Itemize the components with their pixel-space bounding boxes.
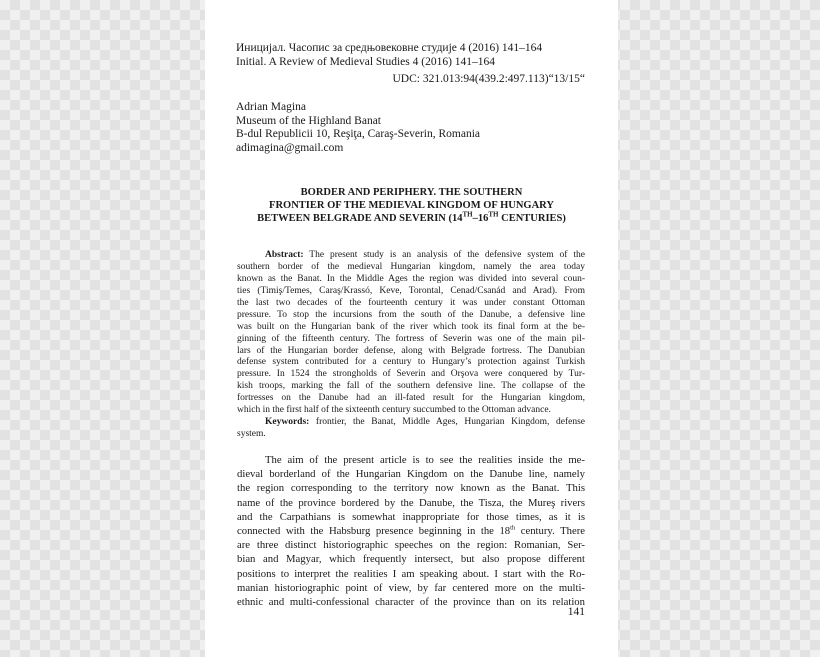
udc-classification: UDC: 321.013:94(439.2:497.113)“13/15“ [392,73,585,85]
body-line: bian and Magyar, which frequently intersect, but also propose different [237,553,585,566]
body-line: manian historiographic point of view, by far centered more on the multi- [237,581,585,594]
body-line: positions to interpret the realities I am speaking about. I start with the Ro- [237,567,585,580]
journal-title-serbian: Иницијал. Часопис за средњовековне студије 4 (2016) 141–164 [236,42,543,54]
body-line: and the Carpathians is somewhat inappropriate for those times, as it is [237,510,585,523]
abstract-line: ties (Timiş/Temes, Caraş/Krassó, Keve, Torontal, Cenad/Csanád and Arad). From [237,285,585,296]
keywords-line: system. [237,429,266,440]
author-name: Adrian Magina [236,101,306,113]
abstract-line: pressure. To stop the incursions from the south of the Danube, a defensive line [237,309,585,320]
abstract-line: lars of the Hungarian border defense, along with Belgrade fortress. The Danubian [237,345,585,356]
keywords-line: Keywords: frontier, the Banat, Middle Ages, Hungarian Kingdom, defense [265,417,585,428]
author-address: B-dul Republicii 10, Reşiţa, Caraş-Severin, Romania [236,128,481,140]
body-text [237,453,585,609]
journal-title-english: Initial. A Review of Medieval Studies 4 (2016) 141–164 [236,56,496,68]
article-title-line-3: BETWEEN BELGRADE AND SEVERIN (14TH–16TH CENTURIES) [257,210,566,224]
abstract-line: ginning of the fifteenth century. The fortress of Severin was one of the main pil- [237,333,585,344]
body-line: dieval borderland of the Hungarian Kingdom on the Danube line, namely [237,468,585,481]
abstract-line: pressure. In 1524 the strongholds of Severin and Orşova were conquered by Tur- [237,369,585,380]
body-line: name of the province bordered by the Danube, the Tisza, the Mureş rivers [237,496,585,509]
abstract-line: known as the Banat. In the Middle Ages the region was divided into several coun- [237,273,585,284]
paper-page [205,0,618,657]
keywords-label: Keywords: [265,417,310,428]
abstract-line: the last two decades of the fourteenth century it was under constant Ottoman [237,297,585,308]
author-institution: Museum of the Highland Banat [236,114,382,127]
abstract-line: was built on the Hungarian bank of the river which took its final form at the be- [237,321,585,332]
abstract-line: defense system contributed for a century to Hungary’s protection against Turkish [237,357,585,368]
author-email[interactable]: adimagina@gmail.com [236,141,344,154]
abstract-line: kish troops, marking the fall of the southern defensive line. The collapse of the [237,381,585,392]
body-line: are three distinct historiographic speeches on the region: Romanian, Ser- [237,539,585,552]
abstract-line: southern border of the medieval Hungarian kingdom, namely the area today [237,261,585,272]
page-number: 141 [567,606,585,618]
abstract-line: fortresses on the Danube had an ill-fated result for the Hungarian kingdom, [237,393,585,404]
body-line: the region corresponding to the territory now known as the Banat. This [237,482,585,495]
abstract-line: Abstract: The present study is an analysis of the defensive system of the [265,250,585,260]
article-title-line-1: BORDER AND PERIPHERY. THE SOUTHERN [300,187,523,198]
body-line: connected with the Habsburg presence beginning in the 18th century. There [237,524,586,537]
article-title-line-2: FRONTIER OF THE MEDIEVAL KINGDOM OF HUNGARY [269,200,554,211]
body-line: The aim of the present article is to see the realities inside the me- [265,454,585,466]
body-line: ethnic and multi-confessional character of the province than on its relation [237,595,585,608]
abstract-line: which in the first half of the sixteenth century succumbed to the Ottoman advance. [237,405,551,416]
abstract [237,250,585,441]
abstract-label: Abstract: [265,250,304,260]
